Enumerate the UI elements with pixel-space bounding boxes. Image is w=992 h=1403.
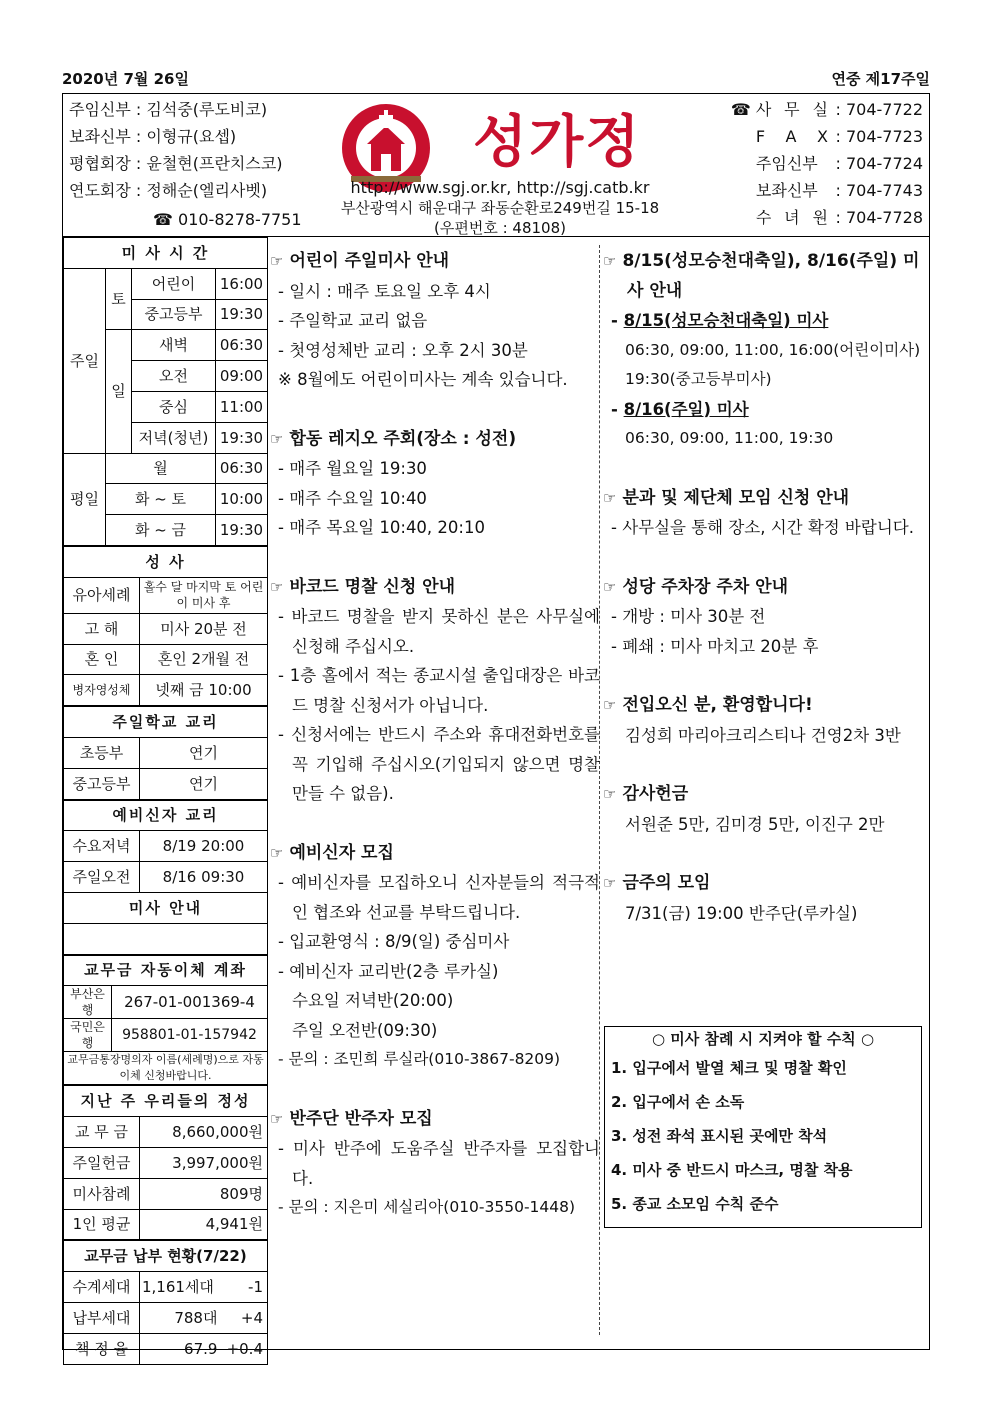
rule-item: 2. 입구에서 손 소독 — [611, 1093, 745, 1111]
right-column: ☞ 8/15(성모승천대축일), 8/16(주일) 미사 안내 - 8/15(성모승천대축일) 미사 06:30, 09:00, 11:00, 16:00(어린이미사) 19:30(중고등부미사) - 8/16(주일) 미사 06:30, 09:00, 11:00, 19:30 ☞ 분과 및 제단체 모임 신청 안내 - 사무실을 통해 장소, 시간 확정 바랍니다. ☞ 성당 주차장 주차 안내 - 개방 : 미사 30분 전 - 폐쇄 : 미사 마치고 20분 후 ☞ 전입오신 분, 환영합니다! 김성희 마리아크리스티나 건영2차 3반 ☞ 감사헌금 서원준 5만, 김미경 5만, 이진구 2만 ☞ 금주의 모임 7/31(금) 19:00 반주단(루카실) — [603, 251, 921, 923]
rule-item: 3. 성전 좌석 표시된 곳에만 착석 — [611, 1127, 828, 1145]
pointing-hand-icon: ☞ — [603, 785, 617, 803]
sunday-school-table: 주일학교 교리 초등부 연기 중고등부 연기 — [63, 706, 268, 799]
contact-fax: F A X : 704-7723 — [755, 127, 923, 146]
liturgical-week: 연중 제17주일 — [831, 70, 930, 88]
section-title: 반주단 반주자 모집 — [289, 1108, 433, 1129]
website-links[interactable]: http://www.sgj.or.kr, http://sgj.catb.kr — [350, 178, 650, 197]
left-phone: ☎ 010-8278-7751 — [153, 210, 302, 229]
mass-rules-box — [604, 1026, 922, 1228]
contact-pastor: 주임신부 : 704-7724 — [755, 154, 923, 173]
sacraments-table: 성 사 유아세례 홀수 달 마지막 토 어린이 미사 후 고 해 미사 20분 전 혼 인 혼인 2개월 전 병자영성체 넷째 금 10:00 — [63, 546, 268, 706]
masthead — [62, 93, 930, 236]
section-title: 감사헌금 — [622, 784, 689, 804]
address: 부산광역시 해운대구 좌동순환로249번길 15-18 — [340, 199, 660, 217]
pointing-hand-icon: ☞ — [270, 577, 284, 596]
pointing-hand-icon: ☞ — [270, 843, 284, 862]
section-title: 전입오신 분, 환영합니다! — [622, 695, 813, 715]
mass-times-title: 미 사 시 간 — [64, 238, 268, 269]
auto-transfer-table: 교무금 자동이체 계좌 부산은행 267-01-001369-4 국민은행 958801-01-157942 교무금통장명의자 이름(세례명)으로 자동이체 신청바랍니다. — [63, 955, 268, 1086]
catechumen-table: 예비신자 교리 수요저녁 8/19 20:00 주일오전 8/16 09:30 미사 안내 — [63, 800, 268, 955]
pointing-hand-icon: ☞ — [270, 252, 284, 270]
left-info-column — [63, 237, 268, 1358]
mass-times-table: 미 사 시 간 주일 토 어린이 16:00 중고등부 19:30 일 새벽 06:30 오전 09:00 중심 11:00 저녁(청년) 19:30 평일 월 06:30 화 ~ 토 10:00 화 ~ 금 19:30 — [63, 237, 268, 546]
phone-icon: ☎ — [730, 100, 751, 119]
rule-item: 4. 미사 중 반드시 마스크, 명찰 착용 — [611, 1161, 853, 1179]
rule-item: 1. 입구에서 발열 체크 및 명찰 확인 — [611, 1059, 847, 1077]
section-title: 8/15(성모승천대축일), 8/16(주일) 미사 안내 — [622, 251, 920, 301]
pastor: 주임신부 : 김석중(루도비코) — [69, 100, 268, 119]
pointing-hand-icon: ☞ — [603, 488, 617, 507]
pointing-hand-icon: ☞ — [270, 429, 284, 448]
pointing-hand-icon: ☞ — [603, 874, 617, 892]
contact-office: ☎ 사 무 실 : 704-7722 — [730, 100, 923, 119]
council-president: 평협회장 : 윤철현(프란치스코) — [69, 154, 283, 173]
section-title: 금주의 모임 — [622, 873, 711, 893]
bulletin-title: 성가정 — [473, 109, 642, 175]
postal-code: (우편번호 : 48108) — [434, 219, 566, 237]
section-title: 분과 및 제단체 모임 신청 안내 — [622, 487, 850, 508]
rules-title: ○ 미사 참례 시 지켜야 할 수칙 ○ — [651, 1030, 875, 1048]
contact-block — [325, 178, 675, 238]
dues-status-table: 교무금 납부 현황(7/22) 수계세대 1,161세대 -1 납부세대 788대 +4 책 정 율 67.9 +0.4 — [63, 1240, 268, 1364]
rule-item: 5. 종교 소모임 수칙 준수 — [611, 1195, 779, 1213]
section-title: 예비신자 모집 — [289, 842, 394, 863]
offering-table: 지난 주 우리들의 정성 교 무 금 8,660,000원 주일헌금 3,997,000원 미사참례 809명 1인 평균 4,941원 — [63, 1085, 268, 1240]
pointing-hand-icon: ☞ — [603, 577, 617, 596]
section-title: 어린이 주일미사 안내 — [289, 251, 450, 271]
pointing-hand-icon: ☞ — [603, 696, 617, 714]
sunday-label: 주일 — [64, 268, 106, 453]
top-line — [62, 68, 930, 89]
assistant-pastor: 보좌신부 : 이형규(요셉) — [69, 127, 237, 146]
section-title: 바코드 명찰 신청 안내 — [289, 576, 456, 597]
section-title: 성당 주차장 주차 안내 — [622, 576, 789, 597]
contact-assistant: 보좌신부 : 704-7743 — [755, 181, 923, 200]
yeondo-president: 연도회장 : 정해순(엘리사벳) — [69, 181, 268, 200]
contact-convent: 수 녀 원 : 704-7728 — [755, 208, 923, 227]
middle-column: ☞ 어린이 주일미사 안내 - 일시 : 매주 토요일 오후 4시 - 주일학교 교리 없음 - 첫영성체반 교리 : 오후 2시 30분 ※ 8월에도 어린이미사는 계속 있습니다. ☞ 합동 레지오 주회(장소 : 성전) - 매주 월요일 19:30 - 매주 수요일 10:40 - 매주 목요일 10:40, 20:10 ☞ 바코드 명찰 신청 안내 - 바코드 명찰을 받지 못하신 분은 사무실에 신청해 주십시오. - 1층 홀에서 적는 종교시설 출입대장은 바코드 명찰 신청서가 아닙니다. - 신청서에는 반드시 주소와 휴대전화번호를 꼭 기입해 주십시오(기입되지 않으면 명찰 만들 수 없음). ☞ 예비신자 모집 - 예비신자를 모집하오니 신자분들의 적극적인 협조와 선교를 부탁드립니다. - 입교환영식 : 8/9(일) 중심미사 - 예비신자 교리반(2층 루카실) 수요일 저녁반(20:00) 주일 오전반(09:30) - 문의 : 조민희 루실라(010-3867-8209) ☞ 반주단 반주자 모집 - 미사 반주에 도움주실 반주자를 모집합니다. - 문의 : 지은미 세실리아(010-3550-1448) — [270, 251, 600, 1216]
pointing-hand-icon: ☞ — [603, 252, 617, 270]
pointing-hand-icon: ☞ — [270, 1109, 284, 1128]
issue-date: 2020년 7월 26일 — [62, 70, 189, 88]
section-title: 합동 레지오 주회(장소 : 성전) — [289, 428, 517, 449]
